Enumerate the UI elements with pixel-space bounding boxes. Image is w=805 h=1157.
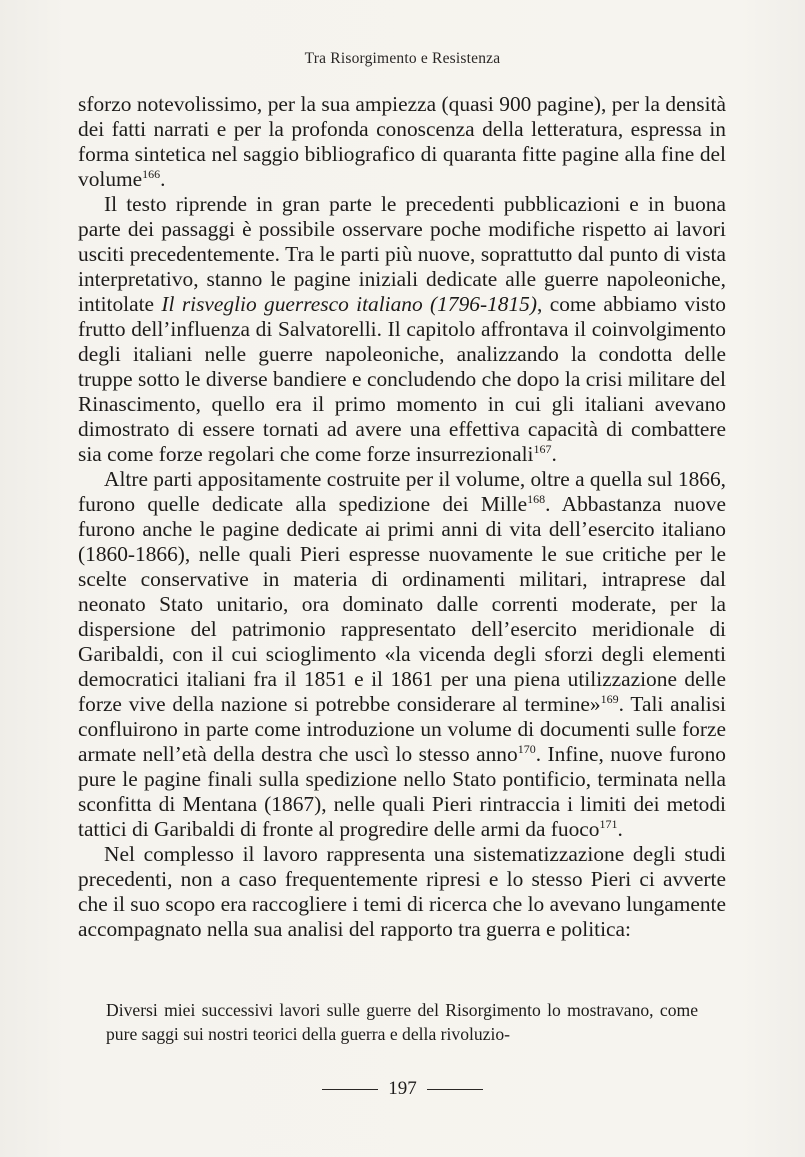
paragraph-2	[78, 192, 726, 467]
paragraph-3	[78, 467, 726, 842]
folio-rule-left	[322, 1089, 378, 1090]
footnote-ref-171: 171	[599, 817, 618, 831]
paragraph-3-text-c: . Tali analisi confluirono in parte come introduzione un volume di documenti sulle forze armate nell’età della destra che uscì lo stesso anno	[78, 692, 726, 766]
paragraph-4	[78, 842, 726, 942]
paragraph-2-text-b: , come abbiamo visto frutto dell’influenza di Salvatorelli. Il capitolo affrontava il coinvolgimento degli italiani nelle guerre napoleoniche, analizzando la condotta delle truppe sotto le diverse bandiere e concludendo che dopo la crisi militare del Rinascimento, quello era il primo momento in cui gli italiani avevano dimostrato di essere tornati ad avere una effettiva capacità di combattere sia come forze regolari che come forze insurrezionali	[78, 292, 726, 466]
folio-rule-right	[427, 1089, 483, 1090]
footnote-ref-168: 168	[527, 492, 546, 506]
paragraph-1	[78, 92, 726, 192]
paragraph-3-tail: .	[617, 817, 623, 841]
paragraph-1-text: sforzo notevolissimo, per la sua ampiezza (quasi 900 pagine), per la densità dei fatti narrati e per la profonda conoscenza della letteratura, espressa in forma sintetica nel saggio bibliografico di quaranta fitte pagine alla fine del volume	[78, 92, 726, 191]
page-number: 197	[388, 1078, 417, 1099]
paragraph-1-tail: .	[160, 167, 166, 191]
page-footer	[0, 1078, 805, 1100]
book-title: Il risveglio guerresco italiano (1796-1815)	[161, 292, 537, 316]
footnote-ref-170: 170	[517, 742, 536, 756]
running-head: Tra Risorgimento e Resistenza	[304, 50, 501, 67]
paragraph-3-text-b: . Abbastanza nuove furono anche le pagine dedicate ai primi anni di vita dell’esercito italiano (1860-1866), nelle quali Pieri espresse nuovamente le sue critiche per le scelte conservative in materia di ordinamenti militari, intraprese dal neonato Stato unitario, ora dominato dalle correnti moderate, per la dispersione del patrimonio rappresentato dell’esercito meridionale di Garibaldi, con il cui scioglimento «la vicenda degli sforzi degli elementi democratici italiani fra il 1851 e il 1861 per una piena utilizzazione delle forze vive della nazione si potrebbe considerare al termine»	[78, 492, 726, 716]
block-quote	[106, 998, 698, 1046]
footnote-ref-169: 169	[600, 692, 619, 706]
block-quote-text: Diversi miei successivi lavori sulle guerre del Risorgimento lo mostravano, come pure saggi sui nostri teorici della guerra e della rivoluzio-	[106, 1000, 698, 1044]
paragraph-2-text-a: Il testo riprende in gran parte le precedenti pubblicazioni e in buona parte dei passaggi è possibile osservare poche modifiche rispetto ai lavori usciti precedentemente. Tra le parti più nuove, soprattutto dal punto di vista interpretativo, stanno le pagine iniziali dedicate alle guerre napoleoniche, intitolate	[78, 192, 726, 316]
footnote-ref-167: 167	[533, 442, 552, 456]
footnote-ref-166: 166	[142, 167, 161, 181]
paragraph-3-text-a: Altre parti appositamente costruite per il volume, oltre a quella sul 1866, furono quelle dedicate alla spedizione dei Mille	[78, 467, 726, 516]
paragraph-2-tail: .	[551, 442, 557, 466]
paragraph-4-text: Nel complesso il lavoro rappresenta una sistematizzazione degli studi precedenti, non a caso frequentemente ripresi e lo stesso Pieri ci avverte che il suo scopo era raccogliere i temi di ricerca che lo avevano lungamente accompagnato nella sua analisi del rapporto tra guerra e politica:	[78, 842, 726, 941]
main-text	[78, 92, 726, 942]
paragraph-3-text-d: . Infine, nuove furono pure le pagine finali sulla spedizione nello Stato pontificio, terminata nella sconfitta di Mentana (1867), nelle quali Pieri rintraccia i limiti dei metodi tattici di Garibaldi di fronte al progredire delle armi da fuoco	[78, 742, 726, 841]
